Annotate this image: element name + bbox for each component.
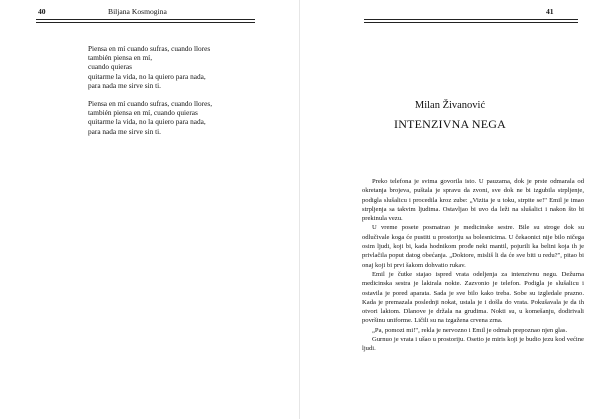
poem-line: para nada me sirve sin ti.: [88, 80, 161, 90]
poem-line: para nada me sirve sin ti.: [88, 126, 161, 136]
page-number-left: 40: [38, 7, 46, 16]
poem-line: quitarme la vida, no la quiero para nada,: [88, 117, 206, 127]
header-rule-thin: [364, 19, 578, 20]
poem: [88, 44, 212, 145]
poem-line: también piensa en mí, cuando quieras: [88, 108, 198, 118]
paragraph: Preko telefona je svima govorila isto. U pauzama, dok je prste odmarala od okretanja brojeva, puštala je spravu da zvoni, sve dok ne bi izgubila strpljenje, podigla slušalicu i procedila kroz zube: „Vizita je u toku, strpite se!" Emil je imao strpljenja sa takvim ljudima. Ostavljao bi uvo da leži na slušalici i nakon što bi prekinula vezu.: [362, 178, 584, 223]
chapter-title: INTENZIVNA NEGA: [394, 117, 506, 131]
header-rule-thin: [36, 19, 255, 20]
chapter-author: Milan Živanović: [414, 100, 486, 111]
paragraph: Emil je čutke stajao ispred vrata odeljenja za intenzivnu negu. Dežurna medicinska sestra je lakirala nokte. Zazvonio je telefon. Podigla je slušalicu i ostavila je pored aparata. Sada je sve bilo kako treba. Sobe su izgledale prazno. Kada je premazala poslednji nokat, ustala je i došla do vrata. Pokušavala je da ih otvori laktom. Dlanove je držala na grudima. Nokti su, u komešanju, dodirivali površinu uniforme. Ličili su na izgažena crvena zrna.: [362, 270, 584, 325]
poem-stanza-1: [88, 44, 212, 90]
poem-line: también piensa en mí,: [88, 53, 153, 63]
page-number-right: 41: [546, 7, 554, 16]
paragraph: „Pa, pomozi mi!", rekla je nervozno i Emil je odmah prepoznao njen glas.: [372, 326, 568, 334]
header-rule-thick: [36, 22, 255, 23]
poem-line: Piensa en mí cuando sufras, cuando llores: [88, 44, 211, 53]
paragraph: U vreme posete posmatrao je medicinske sestre. Bile su stroge dok su odlučivale koga će pustiti u prostoriju sa bolesnicima. U čekaonici nije bilo ničega osim ljudi, koji bi, kada hodnikom prođe neki mantil, pojurili ka belini koja ih je privlačila poput datog obećanja. „Doktore, misliš li da će sve biti u redu?", pitao bi onaj koji bi prvi šakom dohvatio rukav.: [362, 224, 584, 269]
poem-line: quitarme la vida, no la quiero para nada,: [88, 71, 206, 81]
paragraph: Gurnuo je vrata i ušao u prostoriju. Osetio je miris koji je budio jezu kod većine ljudi.: [362, 336, 584, 353]
poem-stanza-2: [88, 99, 212, 136]
poem-line: Piensa en mí cuando sufras, cuando llores,: [88, 99, 213, 109]
right-page: [300, 0, 600, 419]
header-rule-thick: [364, 22, 578, 23]
running-head: Biljana Kosmogina: [108, 7, 167, 16]
story-text: [362, 177, 584, 354]
poem-line: cuando quieras: [88, 62, 132, 72]
